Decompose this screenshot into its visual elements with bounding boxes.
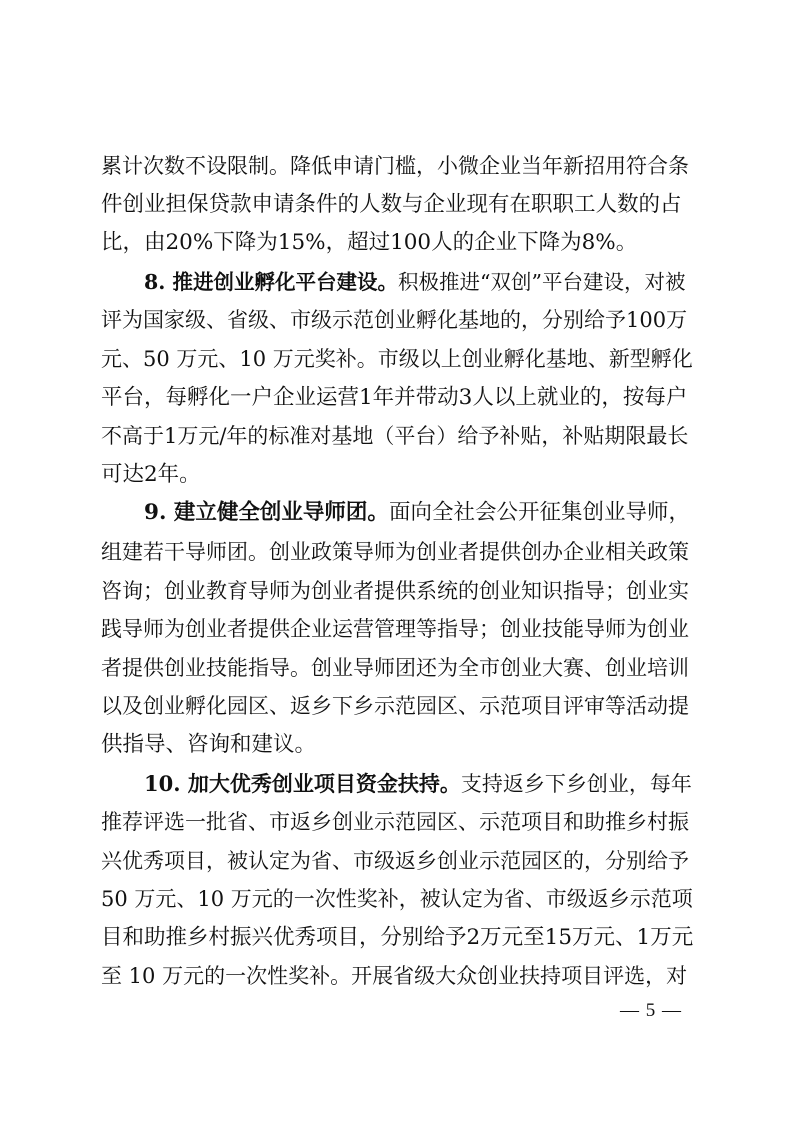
page-number: — 5 — <box>620 1000 682 1021</box>
text-line <box>101 957 696 996</box>
line-text: 50 万元、10 万元的一次性奖补，被认定为省、市级返乡示范项 <box>101 887 693 912</box>
text-line <box>101 456 696 495</box>
text-line <box>101 186 696 225</box>
line-text: 者提供创业技能指导。创业导师团还为全市创业大赛、创业培训 <box>101 655 689 680</box>
text-line <box>101 379 696 418</box>
line-text: 元、50 万元、10 万元奖补。市级以上创业孵化基地、新型孵化 <box>101 346 693 371</box>
paragraph-heading-line <box>101 494 696 533</box>
line-text: 目和助推乡村振兴优秀项目，分别给予2万元至15万元、1万元 <box>101 924 694 950</box>
line-text: 评为国家级、省级、市级示范创业孵化基地的，分别给予100万 <box>101 308 688 333</box>
text-line <box>101 726 696 765</box>
text-line <box>101 610 696 649</box>
line-text: 面向全社会公开征集创业导师， <box>388 500 690 526</box>
line-text: 组建若干导师团。创业政策导师为创业者提供创办企业相关政策 <box>101 539 689 564</box>
line-text: 以及创业孵化园区、返乡下乡示范园区、示范项目评审等活动提 <box>101 694 689 719</box>
section-heading: 9. 建立健全创业导师团。 <box>144 500 389 526</box>
section-heading: 10. 加大优秀创业项目资金扶持。 <box>144 770 461 796</box>
text-line <box>101 803 696 842</box>
line-text: 推荐评选一批省、市返乡创业示范园区、示范项目和助推乡村振 <box>101 810 689 835</box>
line-text: 至 10 万元的一次性奖补。开展省级大众创业扶持项目评选，对 <box>101 964 688 989</box>
paragraph-heading-line <box>101 765 696 804</box>
line-text: 践导师为创业者提供企业运营管理等指导；创业技能导师为创业 <box>101 617 689 642</box>
line-text: 件创业担保贷款申请条件的人数与企业现有在职职工人数的占 <box>101 191 682 217</box>
line-text: 积极推进“双创”平台建设，对被 <box>398 269 686 294</box>
line-text: 不高于1万元/年的标准对基地（平台）给予补贴，补贴期限最长 <box>101 424 689 449</box>
line-text: 累计次数不设限制。降低申请门槛，小微企业当年新招用符合条 <box>101 154 689 178</box>
text-line <box>101 147 696 186</box>
text-line <box>101 687 696 726</box>
text-line <box>101 842 696 881</box>
line-text: 可达2年。 <box>101 461 201 487</box>
line-text: 兴优秀项目，被认定为省、市级返乡创业示范园区的，分别给予 <box>101 848 689 873</box>
line-text: 咨询；创业教育导师为创业者提供系统的创业知识指导；创业实 <box>101 578 689 603</box>
text-line <box>101 572 696 611</box>
text-line <box>101 649 696 688</box>
line-text: 支持返乡下乡创业，每年 <box>460 771 692 796</box>
text-line <box>101 533 696 572</box>
section-heading: 8. 推进创业孵化平台建设。 <box>144 269 399 294</box>
paragraph-heading-line <box>101 263 696 302</box>
line-text: 供指导、咨询和建议。 <box>101 731 317 757</box>
line-text: 平台，每孵化一户企业运营1年并带动3人以上就业的，按每户 <box>101 384 688 410</box>
text-line <box>101 301 696 340</box>
text-line <box>101 224 696 263</box>
text-line <box>101 417 696 456</box>
text-line <box>101 880 696 919</box>
text-line <box>101 919 696 958</box>
document-body <box>101 147 696 996</box>
text-line <box>101 340 696 379</box>
line-text: 比，由20%下降为15%，超过100人的企业下降为8%。 <box>101 230 638 256</box>
